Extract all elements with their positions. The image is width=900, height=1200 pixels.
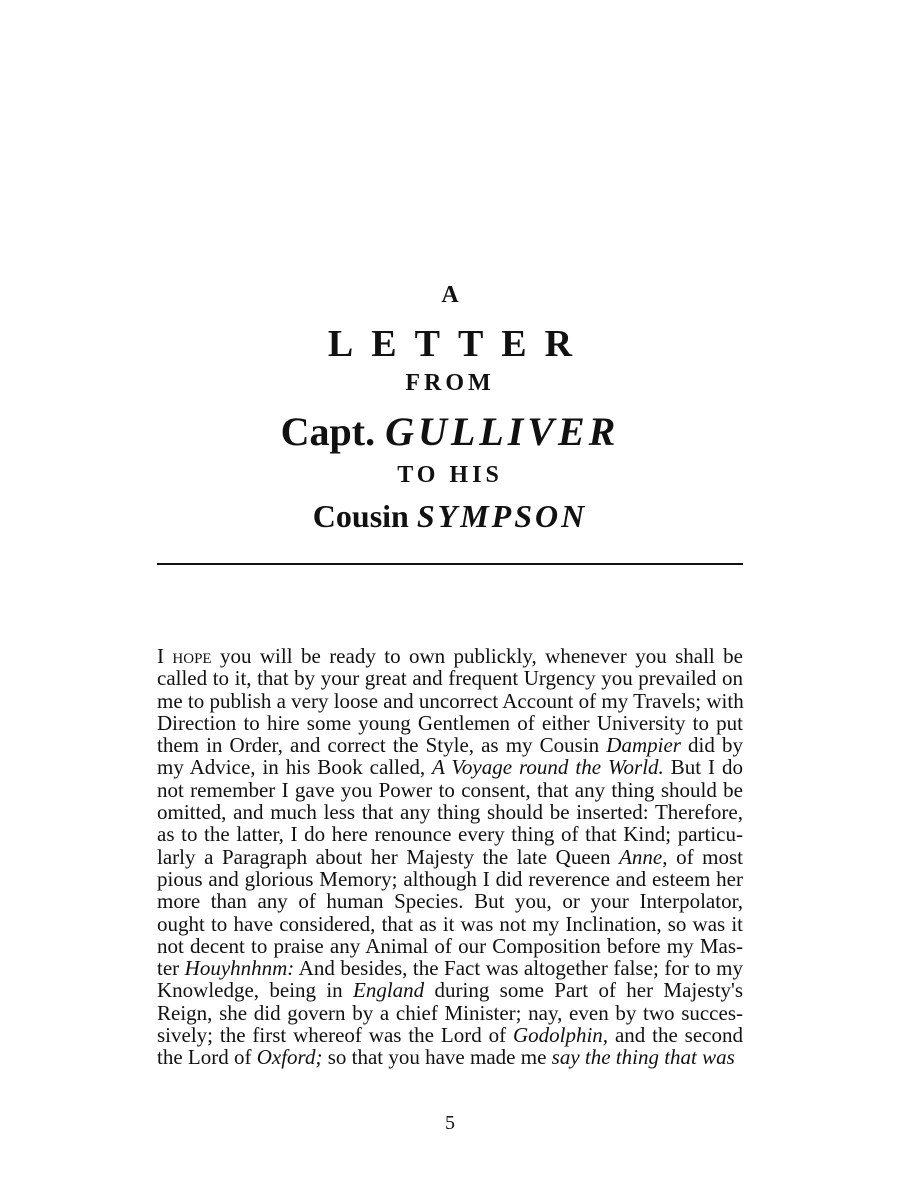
- title-line-to-his: TO HIS: [397, 462, 503, 488]
- italic-oxford: Oxford;: [256, 1045, 323, 1070]
- title-capt-prefix: Capt.: [280, 409, 376, 454]
- body-line: ought to have considered, that as it was not my Inclination, so was it: [157, 911, 743, 936]
- body-line: larly a Paragraph about her Majesty the late Queen Anne, of most: [157, 844, 743, 869]
- body-line: Reign, she did govern by a chief Minister; nay, even by two succes-: [157, 1000, 743, 1025]
- body-line: the Lord of Oxford; so that you have made me say the thing that was: [157, 1045, 735, 1070]
- body-line: me to publish a very loose and uncorrect Account of my Travels; with: [157, 688, 744, 713]
- body-line: not remember I gave you Power to consent, that any thing should be: [157, 777, 743, 802]
- body-line: sively; the first whereof was the Lord of Godolphin, and the second: [157, 1023, 743, 1048]
- title-divider-rule: [157, 563, 743, 565]
- body-line: them in Order, and correct the Style, as my Cousin Dampier did by: [157, 733, 743, 758]
- title-line-from: FROM: [405, 370, 495, 396]
- title-capt-name: GULLIVER: [385, 409, 620, 454]
- body-line: pious and glorious Memory; although I did reverence and esteem her: [157, 866, 743, 891]
- title-line-a: A: [441, 282, 459, 308]
- body-line: called to it, that by your great and frequent Urgency you prevailed on: [157, 666, 743, 691]
- title-line-capt: [0, 408, 900, 455]
- body-line: Knowledge, being in England during some Part of her Majesty's: [157, 978, 744, 1003]
- title-cousin-prefix: Cousin: [312, 498, 409, 534]
- body-line: ter Houyhnhnm: And besides, the Fact was altogether false; for to my: [157, 956, 743, 981]
- italic-dampier: Dampier: [606, 733, 681, 758]
- body-line: Direction to hire some young Gentlemen of either University to put: [157, 710, 743, 735]
- italic-anne: Anne,: [619, 844, 668, 869]
- body-line: my Advice, in his Book called, A Voyage round the World. But I do: [157, 755, 743, 780]
- opening-small-caps: I hope: [157, 644, 212, 668]
- body-line: not decent to praise any Animal of our Composition before my Mas-: [157, 933, 743, 958]
- italic-voyage: A Voyage round the World.: [432, 755, 664, 780]
- body-line: I hope you will be ready to own publickly, whenever you shall be: [157, 644, 743, 668]
- title-cousin-name: SYMPSON: [416, 498, 588, 534]
- page-number: 5: [445, 1112, 455, 1134]
- title-line-cousin: [0, 498, 900, 535]
- letter-body: [157, 645, 743, 1069]
- title-line-letter: LETTER: [327, 323, 591, 365]
- body-line: omitted, and much less that any thing should be inserted: Therefore,: [157, 800, 743, 825]
- body-line: as to the latter, I do here renounce every thing of that Kind; particu-: [157, 822, 743, 847]
- italic-godolphin: Godolphin,: [512, 1023, 609, 1048]
- italic-england: England: [353, 978, 425, 1003]
- italic-houyhnhnm: Houyhnhnm:: [184, 956, 295, 981]
- italic-say-the-thing: say the thing that was: [551, 1045, 735, 1070]
- body-line: more than any of human Species. But you, or your Interpolator,: [157, 889, 743, 914]
